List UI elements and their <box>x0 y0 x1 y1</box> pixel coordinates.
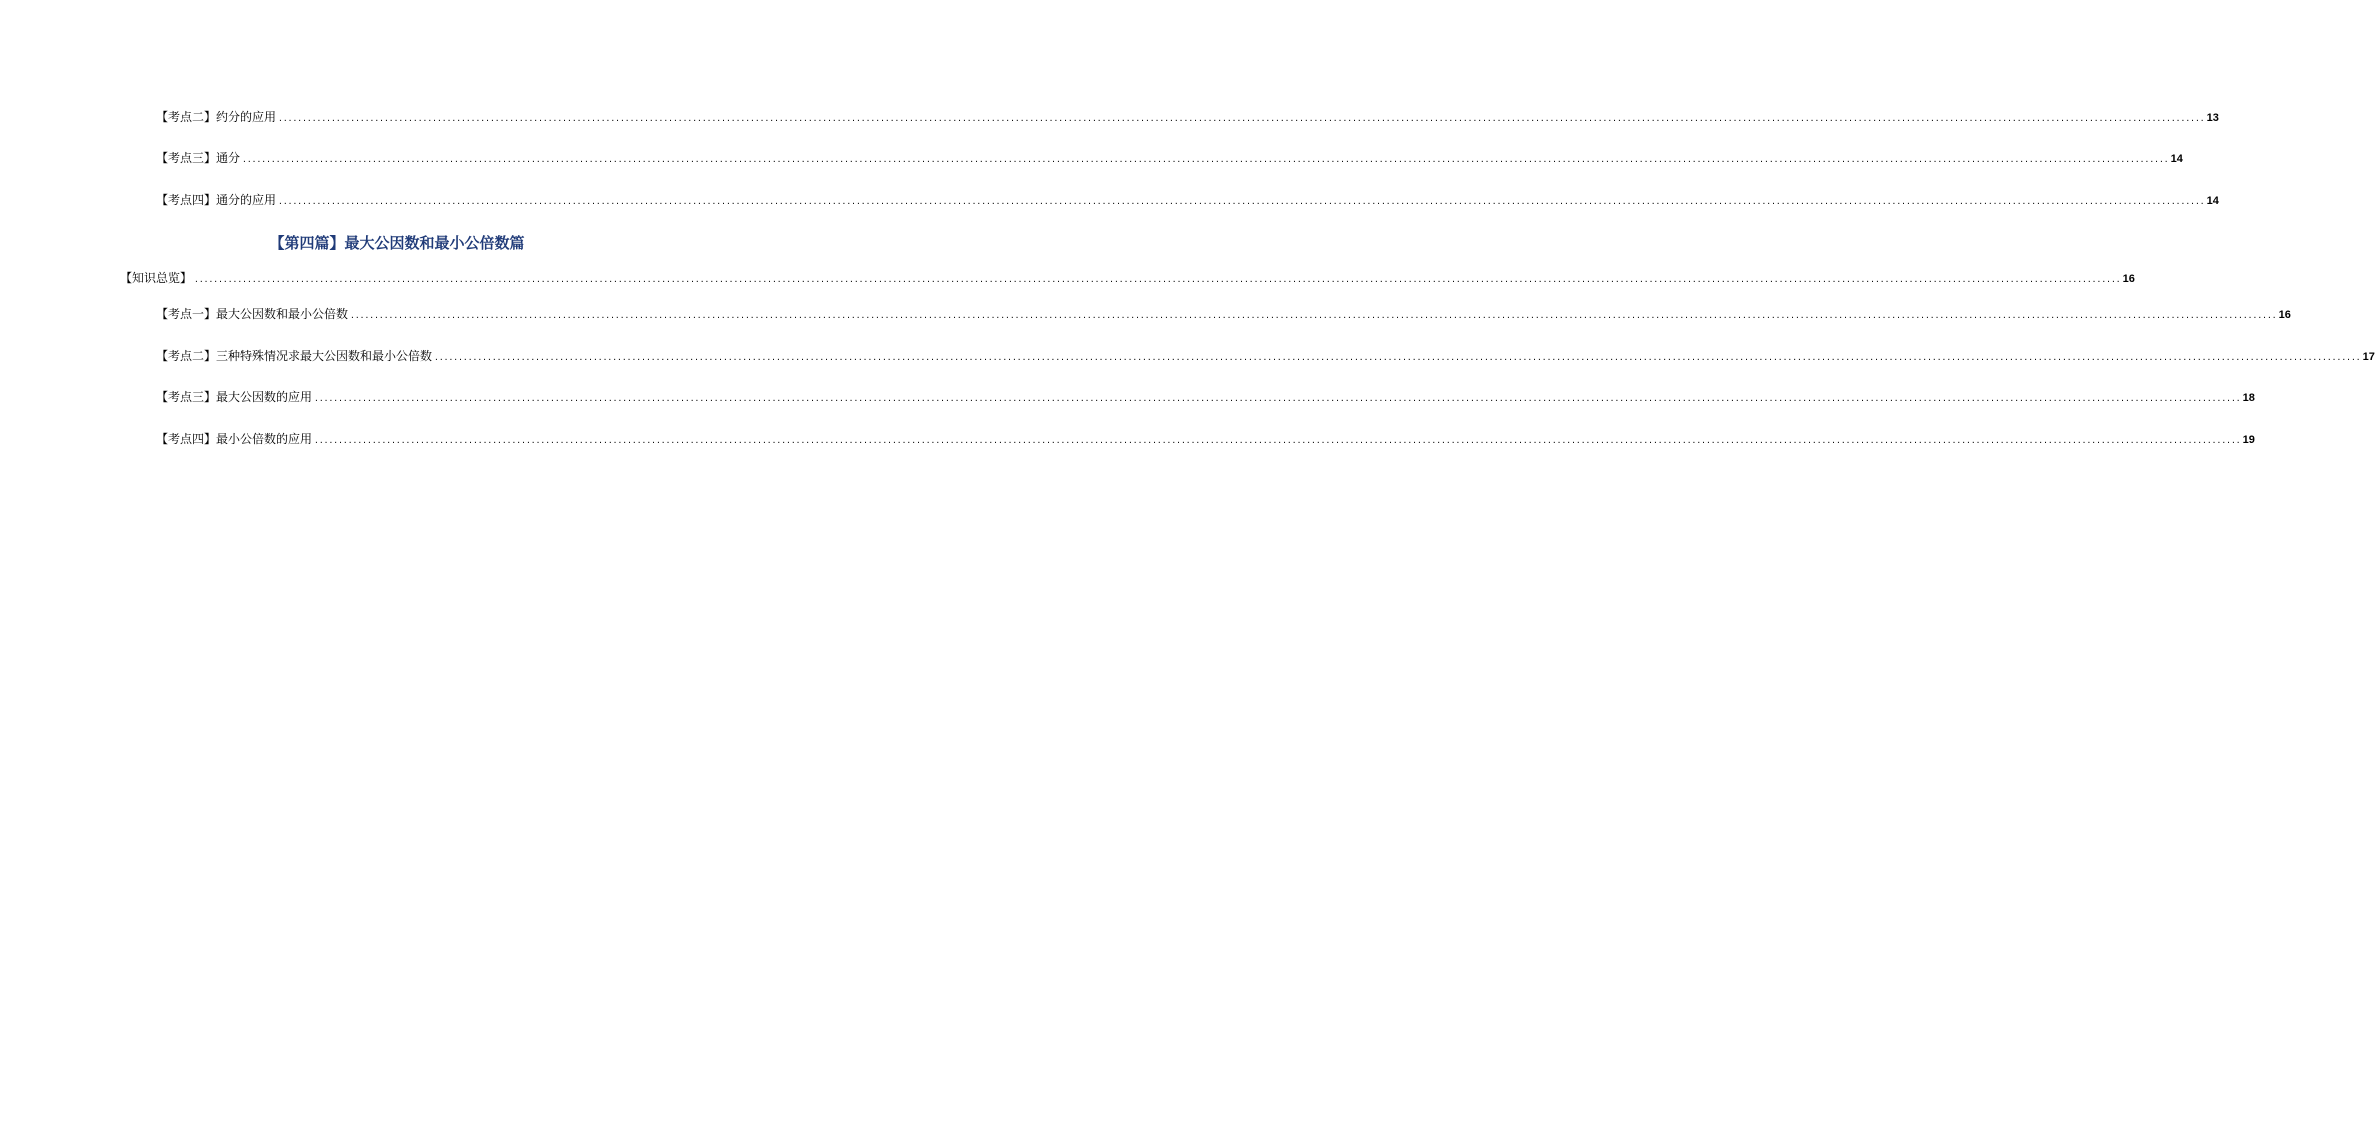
toc-overview-entry[interactable] <box>120 270 2135 286</box>
section-heading[interactable]: 【第四篇】最大公因数和最小公倍数篇 <box>269 234 525 252</box>
toc-page-number: 16 <box>2278 309 2291 321</box>
toc-entry[interactable] <box>156 431 2255 447</box>
toc-leader-dots: ................................................................................................................................................................................................................................................................................................................................................................................................................ <box>242 155 2169 164</box>
toc-entry-label: 【知识总览】 <box>120 271 193 285</box>
toc-entry-label: 【考点四】最小公倍数的应用 <box>156 432 313 446</box>
toc-page-number: 13 <box>2206 112 2219 124</box>
toc-page-number: 14 <box>2206 195 2219 207</box>
toc-entry[interactable] <box>156 192 2219 208</box>
toc-entry[interactable] <box>156 348 2375 364</box>
toc-entry-label: 【考点三】通分 <box>156 151 241 165</box>
toc-page-number: 14 <box>2170 153 2183 165</box>
toc-page-number: 18 <box>2242 392 2255 404</box>
toc-leader-dots: ................................................................................................................................................................................................................................................................................................................................................................................................................ <box>350 311 2277 320</box>
toc-leader-dots: ................................................................................................................................................................................................................................................................................................................................................................................................................ <box>278 197 2205 206</box>
toc-page-number: 19 <box>2242 434 2255 446</box>
toc-leader-dots: ................................................................................................................................................................................................................................................................................................................................................................................................................ <box>194 275 2121 284</box>
toc-entry-label: 【考点三】最大公因数的应用 <box>156 390 313 404</box>
toc-leader-dots: ................................................................................................................................................................................................................................................................................................................................................................................................................ <box>314 436 2241 445</box>
toc-entry[interactable] <box>156 109 2219 125</box>
toc-entry[interactable] <box>156 389 2255 405</box>
toc-entry-label: 【考点二】约分的应用 <box>156 110 277 124</box>
toc-entry[interactable] <box>156 306 2291 322</box>
toc-entry-label: 【考点四】通分的应用 <box>156 193 277 207</box>
toc-entry-label: 【考点一】最大公因数和最小公倍数 <box>156 307 349 321</box>
toc-page-number: 17 <box>2362 351 2375 363</box>
toc-entry[interactable] <box>156 150 2183 166</box>
toc-leader-dots: ................................................................................................................................................................................................................................................................................................................................................................................................................ <box>314 394 2241 403</box>
toc-leader-dots: ................................................................................................................................................................................................................................................................................................................................................................................................................ <box>278 114 2205 123</box>
toc-entry-label: 【考点二】三种特殊情况求最大公因数和最小公倍数 <box>156 349 433 363</box>
toc-leader-dots: ................................................................................................................................................................................................................................................................................................................................................................................................................ <box>434 353 2361 362</box>
toc-page-number: 16 <box>2122 273 2135 285</box>
